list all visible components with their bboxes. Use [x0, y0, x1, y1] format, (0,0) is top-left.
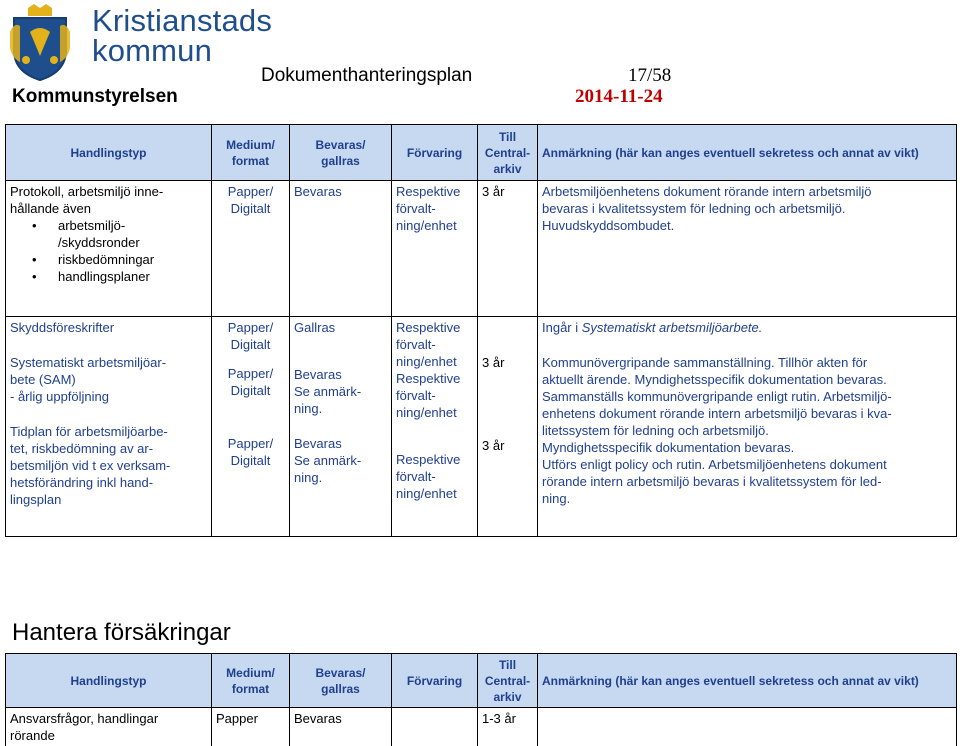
column-header-medium: Medium/ format	[212, 654, 290, 708]
column-header-forvaring: Förvaring	[392, 654, 478, 708]
document-plan-table-1	[5, 124, 957, 537]
table-header-row	[6, 125, 957, 181]
table-row	[6, 317, 957, 537]
table-row	[6, 181, 957, 317]
column-header-anmarkning: Anmärkning (här kan anges eventuell sekretess och annat av vikt)	[538, 125, 957, 181]
cell-till-centralarkiv: 3 år 3 år	[478, 317, 538, 537]
coat-of-arms-logo	[8, 2, 72, 82]
column-header-bevaras: Bevaras/ gallras	[290, 125, 392, 181]
bullet-list	[10, 217, 207, 285]
page-number: 17/58	[628, 65, 672, 86]
column-header-anmarkning: Anmärkning (här kan anges eventuell sekretess och annat av vikt)	[538, 654, 957, 708]
cell-anmarkning: Arbetsmiljöenhetens dokument rörande intern arbetsmiljö bevaras i kvalitetssystem för ledning och arbetsmiljö. Huvudskyddsombudet.	[538, 181, 957, 317]
table-row	[6, 708, 957, 746]
column-header-handlingstyp: Handlingstyp	[6, 654, 212, 708]
cell-anmarkning: Ingår i Systematiskt arbetsmiljöarbete. Kommunövergripande sammanställning. Tillhör akten för aktuellt ärende. Myndighetsspecifik dokumentation bevaras. Sammanställs kommunövergripande enligt rutin. Arbetsmiljö- enhetens dokument rörande intern arbetsmiljö bevaras i kva- litetssystem för ledning och arbetsmiljö. Myndighetsspecifik dokumentation bevaras. Utförs enligt policy och rutin. Arbetsmiljöenhetens dokument rörande intern arbetsmiljö bevaras i kvalitetssystem för led- ning.	[538, 317, 957, 537]
column-header-bevaras: Bevaras/ gallras	[290, 654, 392, 708]
section-heading: Hantera försäkringar	[12, 619, 231, 646]
column-header-forvaring: Förvaring	[392, 125, 478, 181]
document-title: Dokumenthanteringsplan	[261, 65, 473, 86]
list-item: /skyddsronder	[58, 235, 140, 250]
cell-medium: Papper/ Digitalt Papper/ Digitalt Papper/ Digitalt	[212, 317, 290, 537]
cell-till-centralarkiv: 3 år	[478, 181, 538, 317]
list-item: • handlingsplaner	[32, 269, 150, 284]
organization-name-line1: Kristianstads	[92, 3, 273, 38]
cell-bevaras: Bevaras	[290, 708, 392, 746]
organization-name-line2: kommun	[92, 33, 213, 68]
list-item: • riskbedömningar	[32, 252, 155, 267]
column-header-handlingstyp: Handlingstyp	[6, 125, 212, 181]
column-header-medium: Medium/ format	[212, 125, 290, 181]
cell-forvaring	[392, 708, 478, 746]
cell-handlingstyp: Ansvarsfrågor, handlingar rörande	[6, 708, 212, 746]
cell-bevaras: Bevaras	[290, 181, 392, 317]
column-header-till-centralarkiv: Till Central- arkiv	[478, 125, 538, 181]
document-date: 2014-11-24	[575, 86, 663, 107]
cell-handlingstyp: Skyddsföreskrifter Systematiskt arbetsmiljöar- bete (SAM) - årlig uppföljning Tidplan för arbetsmiljöarbe- tet, riskbedömning av ar- betsmiljön vid t ex verksam- hetsförändring inkl hand- lingsplan	[6, 317, 212, 537]
cell-forvaring: Respektive förvalt- ning/enhet	[392, 181, 478, 317]
department-name: Kommunstyrelsen	[12, 86, 178, 107]
column-header-till-centralarkiv: Till Central- arkiv	[478, 654, 538, 708]
cell-forvaring: Respektive förvalt- ning/enhet Respektive förvalt- ning/enhet Respektive förvalt- ning/enhet	[392, 317, 478, 537]
cell-medium: Papper	[212, 708, 290, 746]
cell-handlingstyp: Protokoll, arbetsmiljö inne- hållande även • arbetsmiljö- /skyddsronder • riskbedömningar • handlingsplaner	[6, 181, 212, 317]
list-item: • arbetsmiljö-	[32, 218, 126, 233]
cell-bevaras: Gallras Bevaras Se anmärk- ning. Bevaras Se anmärk- ning.	[290, 317, 392, 537]
cell-anmarkning	[538, 708, 957, 746]
organization-name	[92, 3, 273, 68]
document-plan-table-2	[5, 653, 957, 746]
table-header-row	[6, 654, 957, 708]
cell-till-centralarkiv: 1-3 år	[478, 708, 538, 746]
cell-medium: Papper/ Digitalt	[212, 181, 290, 317]
